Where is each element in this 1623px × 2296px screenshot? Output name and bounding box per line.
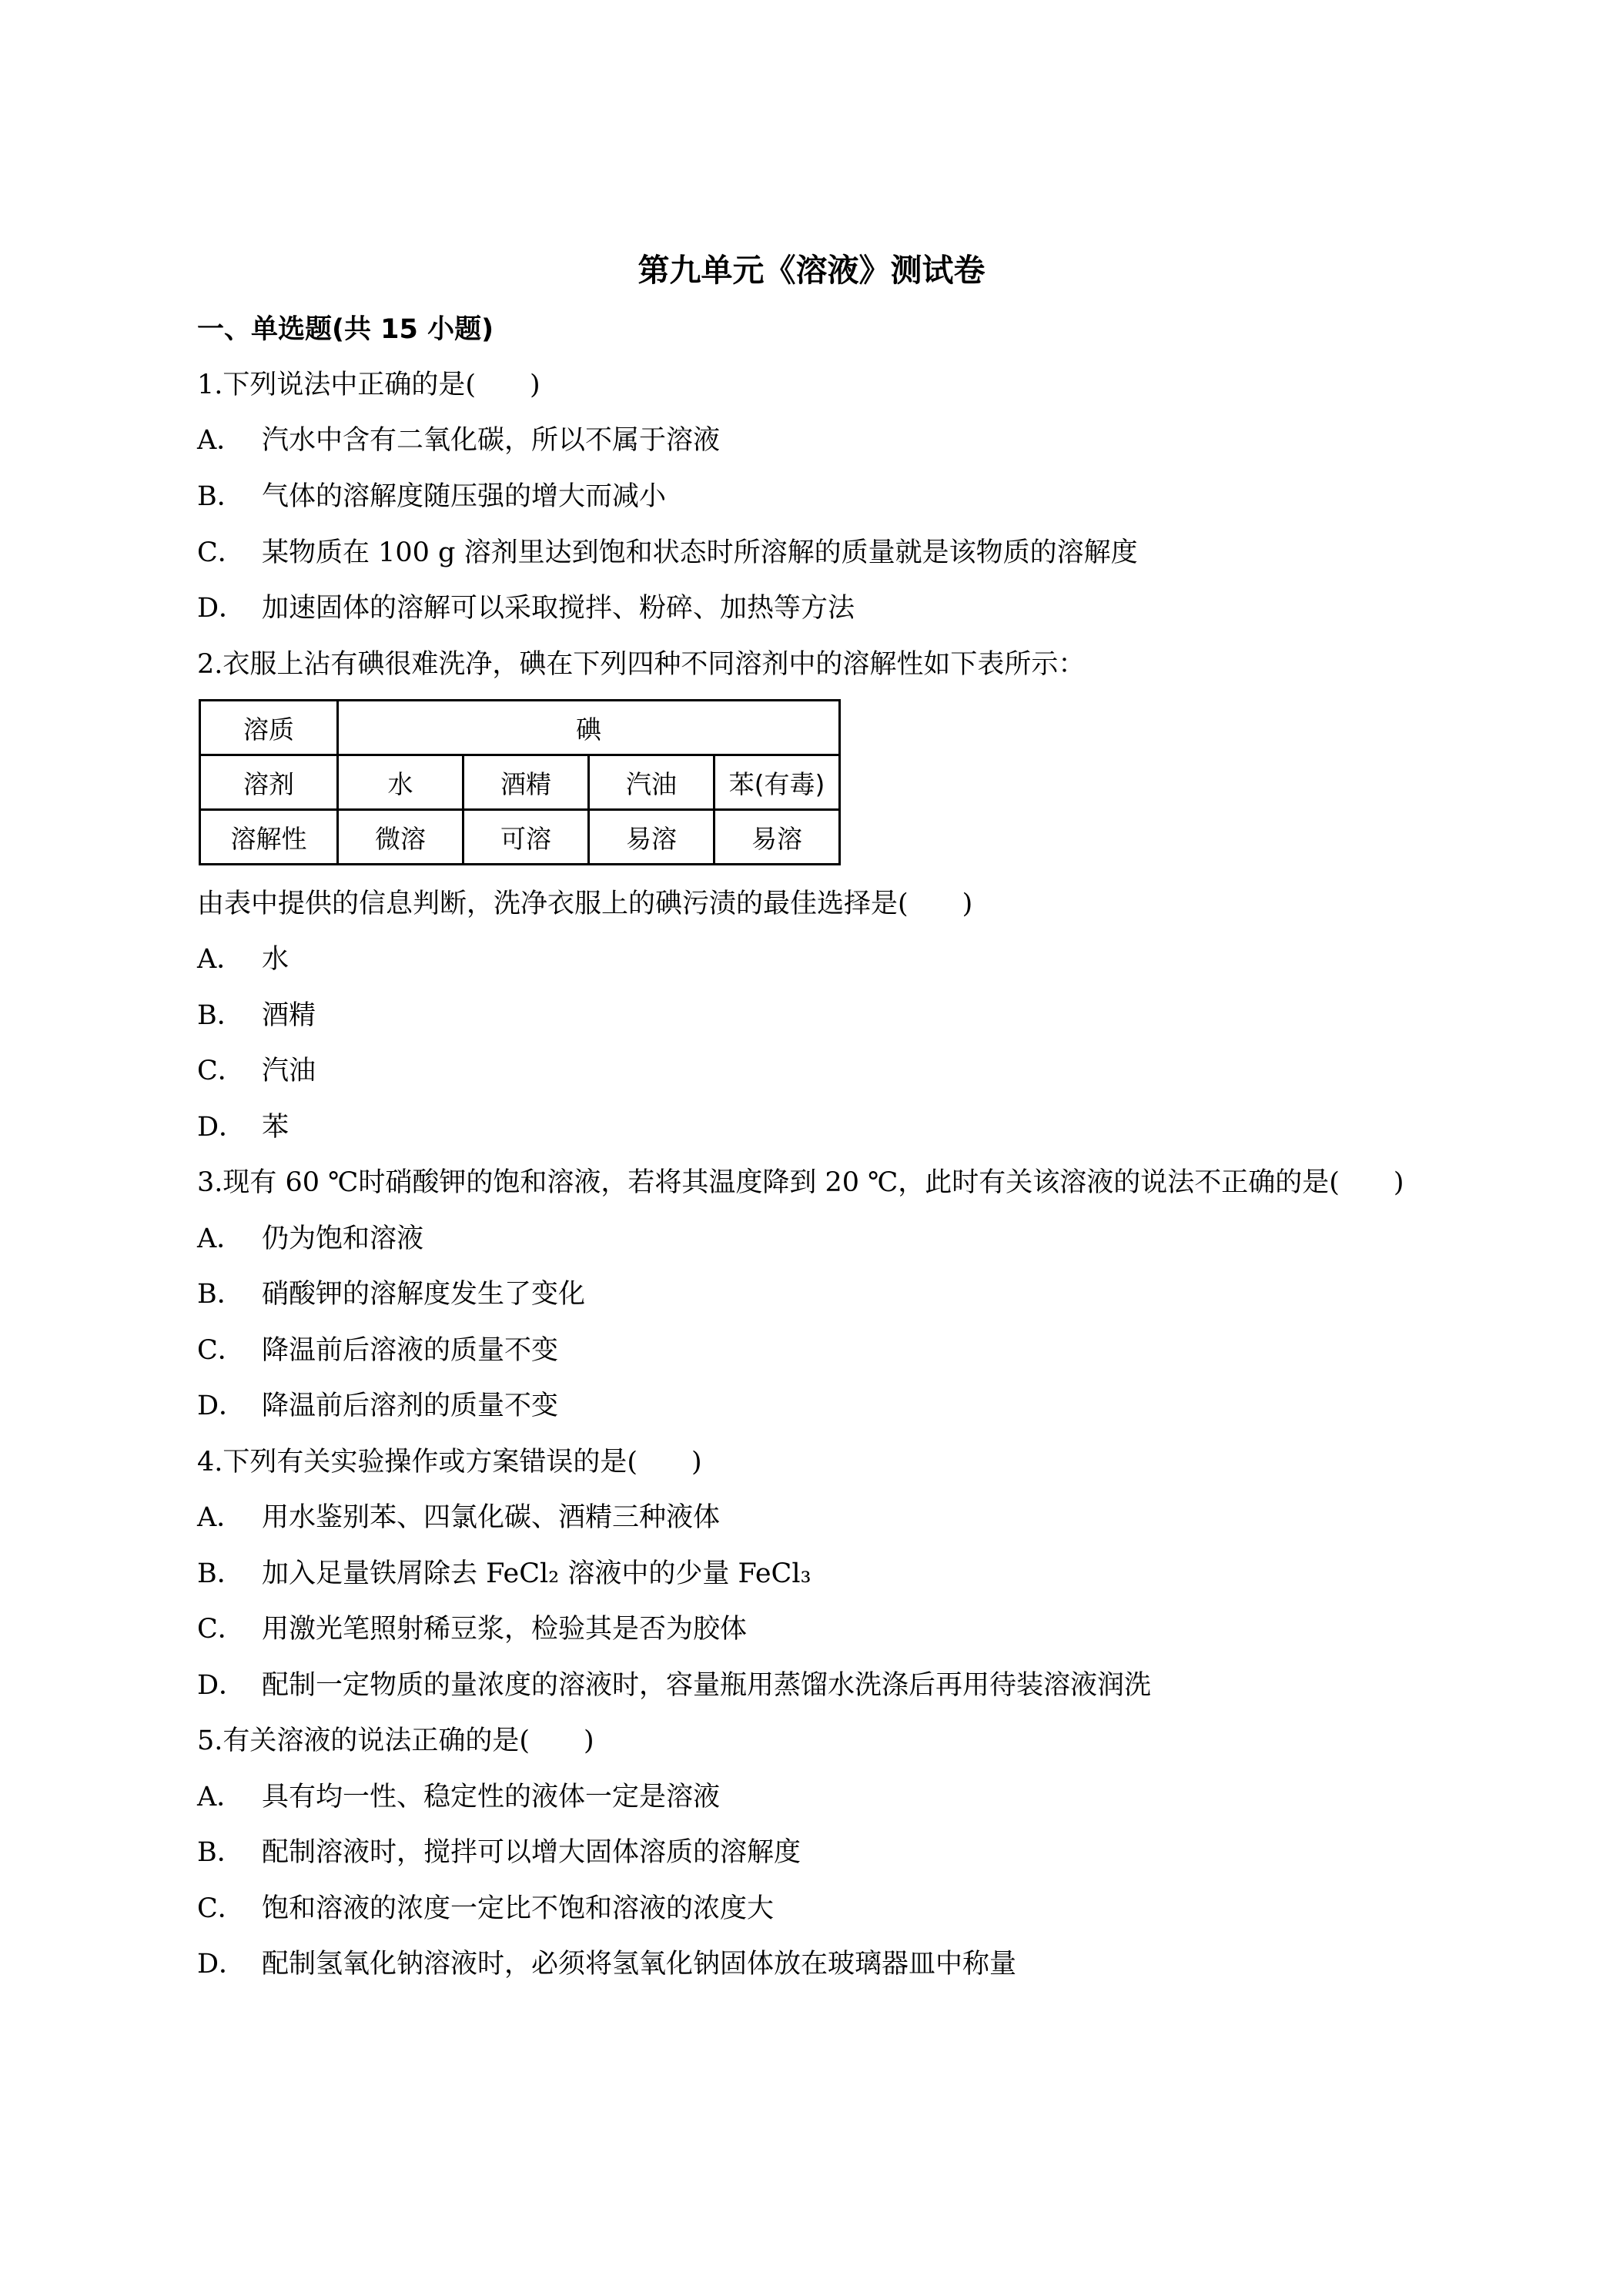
option-text: 配制一定物质的量浓度的溶液时，容量瓶用蒸馏水洗涤后再用待装溶液润洗 [262, 1670, 1152, 1701]
table-cell: 易溶 [714, 810, 840, 865]
page-title: 第九单元《溶液》测试卷 [637, 252, 986, 289]
q1-option-b [197, 478, 666, 515]
table-cell: 苯(有毒) [714, 755, 840, 810]
q3-option-c [197, 1332, 558, 1369]
option-letter: B． [197, 1837, 244, 1868]
option-text: 配制溶液时，搅拌可以增大固体溶质的溶解度 [262, 1837, 801, 1868]
q3-option-b [197, 1276, 585, 1313]
q2-option-b [197, 997, 316, 1034]
option-text: 加入足量铁屑除去 FeCl₂ 溶液中的少量 FeCl₃ [262, 1558, 812, 1589]
option-text: 用激光笔照射稀豆浆，检验其是否为胶体 [262, 1614, 748, 1645]
q2-option-a [197, 941, 289, 978]
option-text: 用水鉴别苯、四氯化碳、酒精三种液体 [262, 1502, 721, 1533]
option-letter: B． [197, 1279, 244, 1310]
table-cell-header: 溶质 [200, 701, 338, 755]
question-3-stem: 3.现有 60 ℃时硝酸钾的饱和溶液，若将其温度降到 20 ℃，此时有关该溶液的说法不正确的是( ) [197, 1167, 1404, 1198]
q5-option-c [197, 1890, 774, 1927]
table-cell: 易溶 [589, 810, 714, 865]
table-row [200, 755, 840, 810]
option-letter: B． [197, 481, 244, 512]
option-letter: A． [197, 425, 244, 456]
option-letter: B． [197, 1558, 244, 1589]
q1-option-c [197, 534, 1138, 571]
q1-option-a [197, 422, 720, 459]
q4-option-c [197, 1611, 747, 1648]
table-cell: 酒精 [463, 755, 589, 810]
q4-option-d [197, 1667, 1151, 1704]
option-letter: D． [197, 1949, 246, 1980]
option-text: 硝酸钾的溶解度发生了变化 [262, 1279, 586, 1310]
option-letter: C． [197, 1614, 245, 1645]
option-text: 苯 [262, 1112, 289, 1143]
section-heading: 一、单选题(共 15 小题) [197, 314, 494, 345]
question-1-stem: 1.下列说法中正确的是( ) [197, 370, 540, 400]
option-text: 饱和溶液的浓度一定比不饱和溶液的浓度大 [262, 1893, 775, 1924]
table-cell: 水 [338, 755, 463, 810]
option-text: 加速固体的溶解可以采取搅拌、粉碎、加热等方法 [262, 593, 855, 624]
q5-option-b [197, 1834, 801, 1871]
option-letter: A． [197, 1782, 244, 1812]
option-letter: A． [197, 1502, 244, 1533]
option-letter: D． [197, 1112, 246, 1143]
q3-option-a [197, 1220, 423, 1257]
table-cell: 可溶 [463, 810, 589, 865]
q3-option-d [197, 1387, 558, 1424]
question-5-stem: 5.有关溶液的说法正确的是( ) [197, 1725, 594, 1756]
option-text: 酒精 [262, 1000, 316, 1031]
iodine-solubility-table [199, 699, 841, 865]
q1-option-d [197, 590, 855, 627]
table-cell: 碘 [338, 701, 840, 755]
question-2-stem: 2.衣服上沾有碘很难洗净，碘在下列四种不同溶剂中的溶解性如下表所示： [197, 649, 1086, 680]
table-cell-header: 溶剂 [200, 755, 338, 810]
option-text: 某物质在 100 g 溶剂里达到饱和状态时所溶解的质量就是该物质的溶解度 [262, 537, 1138, 568]
q5-option-a [197, 1779, 720, 1816]
option-letter: C． [197, 537, 245, 568]
table-cell: 汽油 [589, 755, 714, 810]
option-text: 汽水中含有二氧化碳，所以不属于溶液 [262, 425, 721, 456]
option-letter: C． [197, 1893, 245, 1924]
option-text: 水 [262, 944, 289, 975]
option-text: 降温前后溶液的质量不变 [262, 1335, 559, 1366]
table-cell-header: 溶解性 [200, 810, 338, 865]
option-text: 仍为饱和溶液 [262, 1223, 424, 1254]
option-letter: C． [197, 1056, 245, 1086]
option-text: 降温前后溶剂的质量不变 [262, 1391, 559, 1421]
option-text: 具有均一性、稳定性的液体一定是溶液 [262, 1782, 721, 1812]
option-letter: D． [197, 1670, 246, 1701]
option-letter: D． [197, 593, 246, 624]
option-text: 气体的溶解度随压强的增大而减小 [262, 481, 667, 512]
q2-option-d [197, 1109, 289, 1146]
option-letter: C． [197, 1335, 245, 1366]
option-text: 汽油 [262, 1056, 316, 1086]
question-2-prompt: 由表中提供的信息判断，洗净衣服上的碘污渍的最佳选择是( ) [197, 889, 973, 919]
option-letter: B． [197, 1000, 244, 1031]
option-text: 配制氢氧化钠溶液时，必须将氢氧化钠固体放在玻璃器皿中称量 [262, 1949, 1017, 1980]
option-letter: D． [197, 1391, 246, 1421]
table-row [200, 810, 840, 865]
q2-option-c [197, 1053, 316, 1089]
option-letter: A． [197, 944, 244, 975]
table-cell: 微溶 [338, 810, 463, 865]
q5-option-d [197, 1946, 1016, 1983]
question-4-stem: 4.下列有关实验操作或方案错误的是( ) [197, 1447, 702, 1478]
q4-option-a [197, 1499, 720, 1536]
table-row [200, 701, 840, 755]
q4-option-b [197, 1555, 812, 1592]
option-letter: A． [197, 1223, 244, 1254]
